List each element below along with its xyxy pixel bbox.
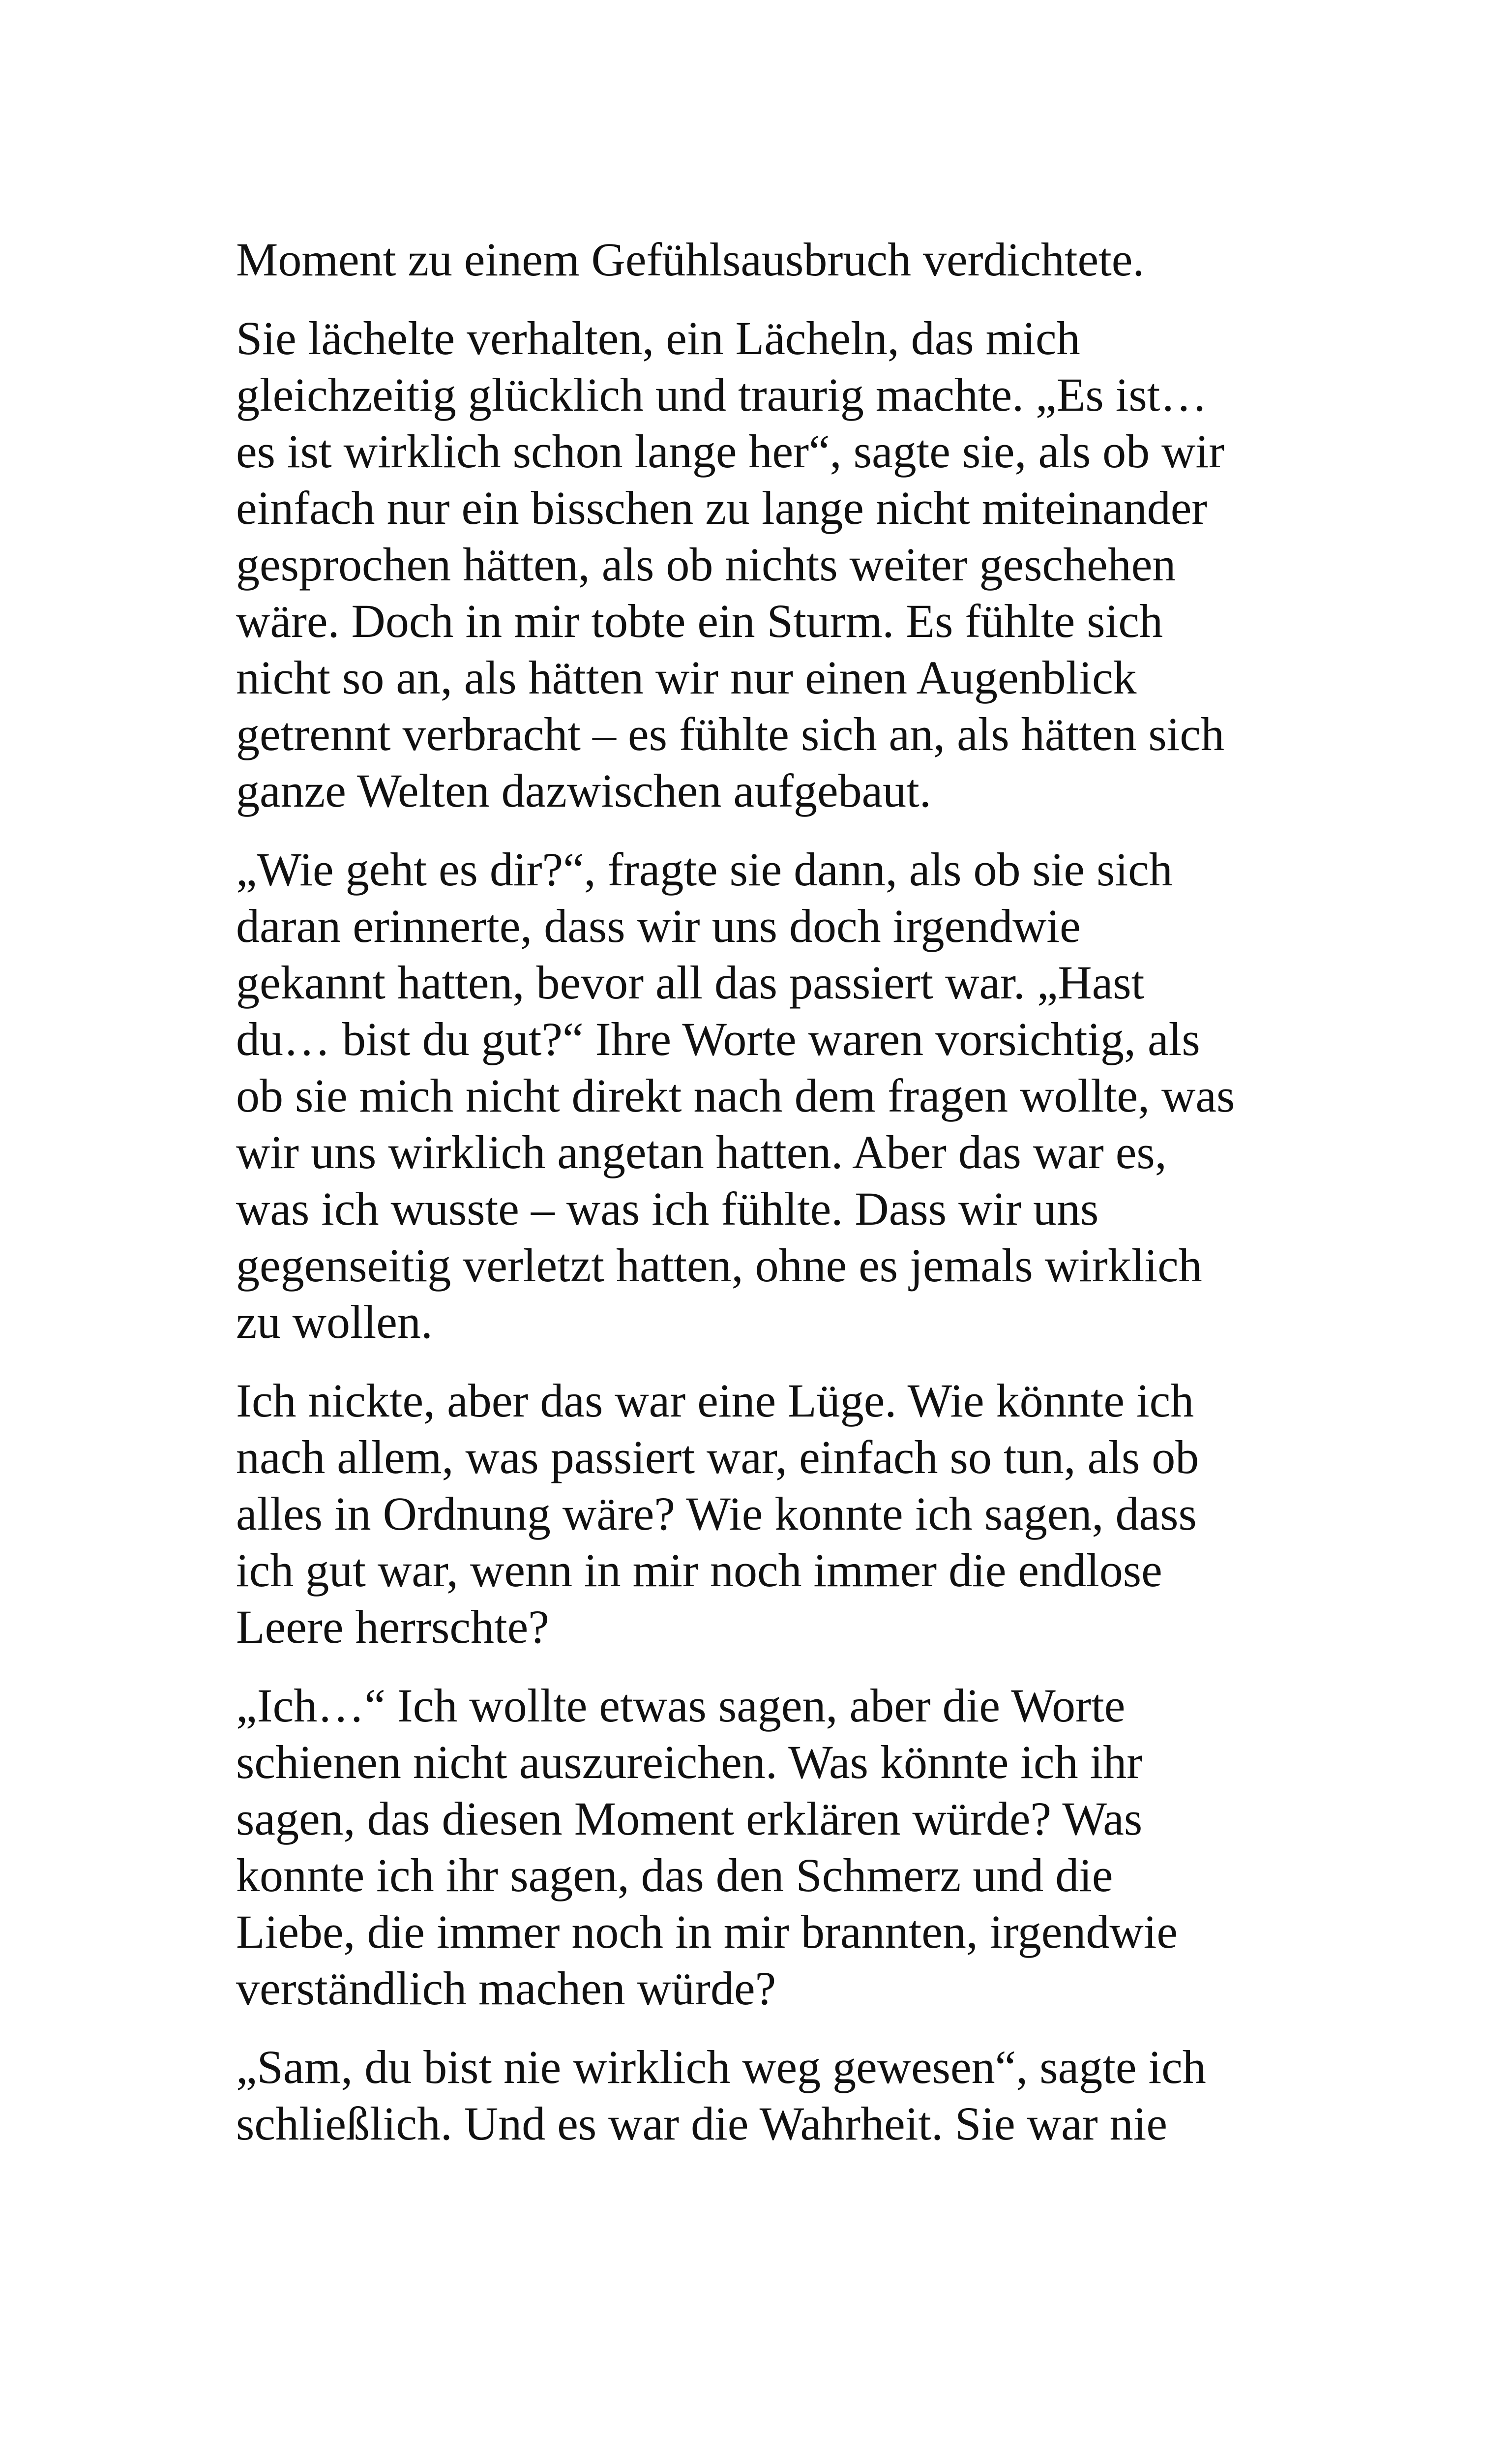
text-line: schienen nicht auszureichen. Was könnte ich ihr [236, 1736, 1143, 1788]
text-line: Leere herrschte? [236, 1600, 549, 1653]
text-line: verständlich machen würde? [236, 1962, 776, 2015]
text-line: „Ich…“ Ich wollte etwas sagen, aber die Worte [236, 1679, 1126, 1732]
text-line: einfach nur ein bisschen zu lange nicht miteinander [236, 482, 1208, 534]
text-line: ich gut war, wenn in mir noch immer die endlose [236, 1544, 1162, 1597]
text-line: „Wie geht es dir?“, fragte sie dann, als ob sie sich [236, 843, 1173, 896]
paragraph-3 [236, 841, 1308, 1350]
text-line: konnte ich ihr sagen, das den Schmerz und die [236, 1849, 1113, 1901]
text-line: wäre. Doch in mir tobte ein Sturm. Es fühlte sich [236, 595, 1163, 647]
text-line: wir uns wirklich angetan hatten. Aber das war es, [236, 1126, 1167, 1178]
text-line: schließlich. Und es war die Wahrheit. Sie war nie [236, 2097, 1167, 2150]
text-line: gegenseitig verletzt hatten, ohne es jemals wirklich [236, 1239, 1202, 1292]
text-line: du… bist du gut?“ Ihre Worte waren vorsichtig, als [236, 1013, 1200, 1065]
body-text [236, 231, 1308, 2152]
text-line: Liebe, die immer noch in mir brannten, irgendwie [236, 1905, 1178, 1958]
text-line: gekannt hatten, bevor all das passiert war. „Hast [236, 956, 1145, 1009]
paragraph-4 [236, 1372, 1308, 1655]
paragraph-1 [236, 231, 1308, 288]
text-line: was ich wusste – was ich fühlte. Dass wir uns [236, 1182, 1099, 1235]
text-line: gleichzeitig glücklich und traurig machte. „Es ist… [236, 368, 1208, 421]
text-line: sagen, das diesen Moment erklären würde? Was [236, 1792, 1143, 1845]
text-line: ganze Welten dazwischen aufgebaut. [236, 764, 931, 817]
text-line: nach allem, was passiert war, einfach so tun, als ob [236, 1431, 1199, 1483]
text-line: Moment zu einem Gefühlsausbruch verdichtete. [236, 233, 1145, 286]
text-line: es ist wirklich schon lange her“, sagte sie, als ob wir [236, 425, 1225, 478]
text-line: gesprochen hätten, als ob nichts weiter geschehen [236, 538, 1176, 591]
text-line: nicht so an, als hätten wir nur einen Augenblick [236, 651, 1137, 704]
paragraph-5 [236, 1677, 1308, 2017]
text-line: ob sie mich nicht direkt nach dem fragen wollte, was [236, 1069, 1235, 1122]
text-line: getrennt verbracht – es fühlte sich an, als hätten sich [236, 708, 1224, 760]
text-line: „Sam, du bist nie wirklich weg gewesen“, sagte ich [236, 2041, 1206, 2093]
text-line: Ich nickte, aber das war eine Lüge. Wie könnte ich [236, 1374, 1194, 1427]
paragraph-2 [236, 310, 1308, 819]
text-line: alles in Ordnung wäre? Wie konnte ich sagen, dass [236, 1487, 1197, 1540]
text-line: Sie lächelte verhalten, ein Lächeln, das mich [236, 312, 1080, 364]
paragraph-6 [236, 2039, 1308, 2152]
text-line: daran erinnerte, dass wir uns doch irgendwie [236, 900, 1081, 952]
text-line: zu wollen. [236, 1296, 433, 1348]
